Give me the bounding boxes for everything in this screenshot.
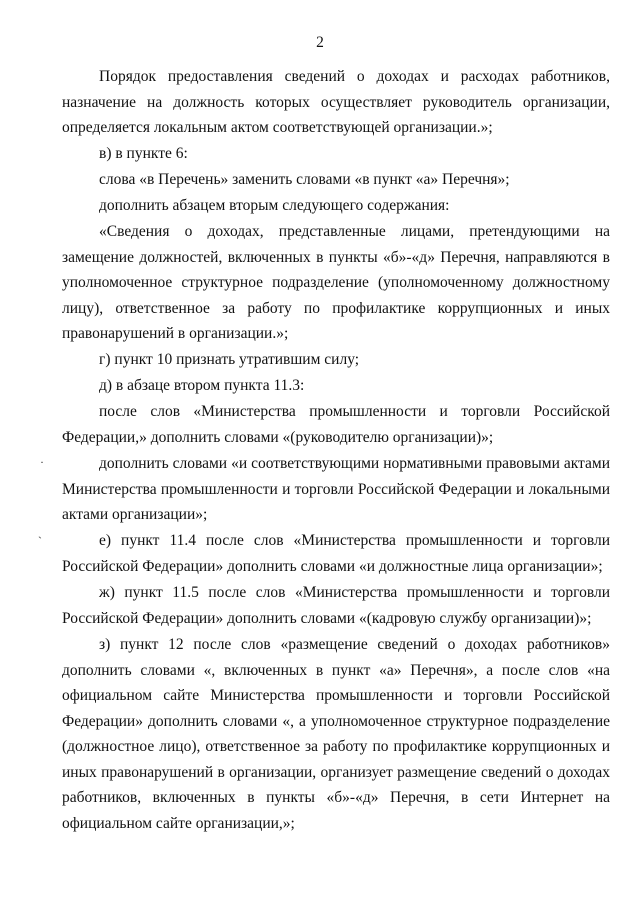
paragraph-replace-words: слова «в Перечень» заменить словами «в пункт «а» Перечня»; xyxy=(99,171,510,188)
scan-pen-mark: ˏ xyxy=(38,525,42,539)
page-number: 2 xyxy=(316,34,324,51)
paragraph-add-normative-acts: дополнить словами «и соответствующими нормативными правовыми актами Министерства промышленности и торговли Российской Федерации и локальными актами организации»; xyxy=(62,455,610,523)
paragraph-income-info-quote: «Сведения о доходах, представленные лицами, претендующими на замещение должностей, включенных в пункты «б»-«д» Перечня, направляются в уполномоченное структурное подразделение (уполномоченному должностному лицу), ответственное за работу по профилактике коррупционных и иных правонарушений в организации.»; xyxy=(62,223,610,342)
paragraph-item-z: з) пункт 12 после слов «размещение сведений о доходах работников» дополнить словами «, включенных в пункт «а» Перечня», а после слов «на официальном сайте Министерства промышленности и торговли Российской Федерации» дополнить словами «, а уполномоченное структурное подразделение (должностное лицо), ответственное за работу по профилактике коррупционных и иных правонарушений в организации, организует размещение сведений о доходах работников, включенных в пункты «б»-«д» Перечня, в сети Интернет на официальном сайте организации,»; xyxy=(62,636,610,832)
paragraph-item-g: г) пункт 10 признать утратившим силу; xyxy=(99,351,360,368)
paragraph-item-e: е) пункт 11.4 после слов «Министерства промышленности и торговли Российской Федерации» дополнить словами «и должностные лица организации»; xyxy=(62,532,610,575)
scan-speck-mark: · xyxy=(40,455,44,469)
paragraph-item-v: в) в пункте 6: xyxy=(99,145,188,162)
paragraph-procedure: Порядок предоставления сведений о доходах и расходах работников, назначение на должность которых осуществляет руководитель организации, определяется локальным актом соответствующей организации.»; xyxy=(62,68,610,136)
paragraph-after-words-ministry: после слов «Министерства промышленности и торговли Российской Федерации,» дополнить словами «(руководителю организации)»; xyxy=(62,403,610,446)
paragraph-item-d: д) в абзаце втором пункта 11.3: xyxy=(99,377,305,394)
paragraph-add-second-clause: дополнить абзацем вторым следующего содержания: xyxy=(99,197,450,214)
paragraph-item-zh: ж) пункт 11.5 после слов «Министерства промышленности и торговли Российской Федерации» дополнить словами «(кадровую службу организации)»; xyxy=(62,584,610,627)
